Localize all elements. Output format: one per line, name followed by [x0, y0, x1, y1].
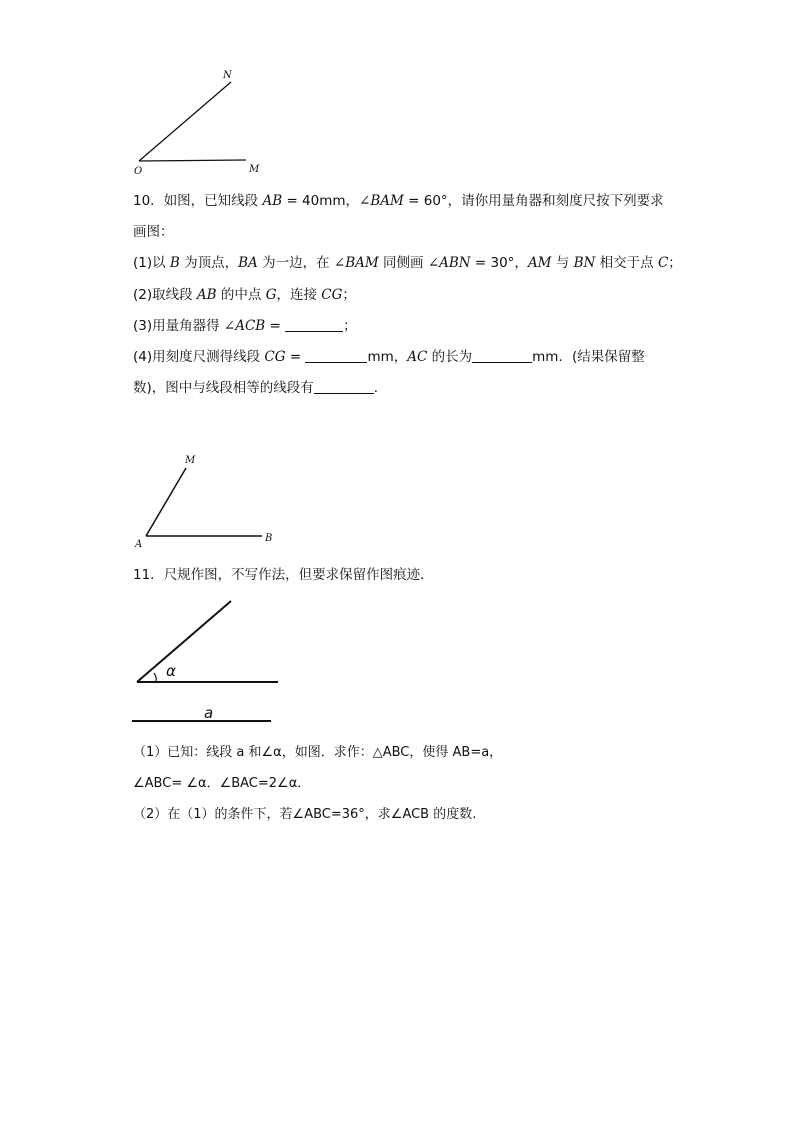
- answer-blank-ac[interactable]: [472, 348, 532, 363]
- ray-on: [139, 82, 231, 161]
- label-n: N: [223, 70, 232, 81]
- q10-step3: [133, 316, 357, 336]
- math-cg: CG: [321, 287, 343, 303]
- math-angle-bam: ∠BAM: [359, 193, 404, 209]
- step-text: (4)用刻度尺测得线段: [133, 349, 265, 365]
- q10-text: = 40mm，: [282, 193, 360, 209]
- step-text: 的中点: [216, 287, 266, 303]
- q11-part1-line2: ∠ABC= ∠α．∠BAC=2∠α．: [133, 776, 311, 791]
- figure-angle-alpha-segment-a: [128, 595, 288, 730]
- label-a: A: [135, 539, 143, 550]
- q10-step4-cont: [133, 378, 387, 398]
- label-o: O: [134, 166, 143, 177]
- step-text: ；: [343, 318, 357, 334]
- q11-line1: [133, 565, 434, 585]
- math-am: AM: [527, 255, 552, 271]
- step-text: 同侧画: [378, 255, 428, 271]
- math-c: C: [657, 255, 669, 271]
- answer-blank-cg[interactable]: [305, 348, 367, 363]
- figure-angle-mon: [125, 65, 265, 180]
- math-ac: AC: [407, 349, 428, 365]
- step-text: 为一边，在: [257, 255, 334, 271]
- step-text: ；: [342, 287, 356, 303]
- step-text: (2)取线段: [133, 287, 197, 303]
- step-text: =: [285, 349, 306, 365]
- math-ab: AB: [196, 287, 217, 303]
- step-text: mm．(结果保留整: [532, 349, 645, 365]
- q10-step4: [133, 347, 645, 367]
- label-m: M: [249, 164, 260, 175]
- label-b: B: [265, 533, 273, 544]
- q10-step2: [133, 285, 356, 305]
- step-text: 的长为: [427, 349, 473, 365]
- q11-part1-line1: （1）已知：线段 a 和∠α，如图．求作：△ABC，使得 AB=a，: [133, 745, 503, 760]
- math-angle-bam: ∠BAM: [333, 255, 379, 271]
- q10-number: 10．: [133, 193, 164, 209]
- figure-angle-mab: [128, 450, 278, 550]
- step-text: 相交于点: [595, 255, 658, 271]
- step-text: 为顶点，: [179, 255, 239, 271]
- q10-line1: [133, 191, 664, 211]
- math-g: G: [265, 287, 277, 303]
- math-angle-acb: ∠ACB: [223, 318, 266, 334]
- label-segment-a: a: [204, 704, 214, 722]
- step-text: 与: [551, 255, 574, 271]
- q10-step1: [133, 253, 682, 273]
- math-bn: BN: [573, 255, 596, 271]
- ray-am: [146, 468, 186, 536]
- q11-number: 11．: [133, 567, 164, 583]
- step-text: ，连接: [276, 287, 322, 303]
- angle-alpha-arc: [154, 673, 156, 682]
- step-text: ．: [373, 380, 388, 396]
- q11-part2: （2）在（1）的条件下，若∠ABC=36°，求∠ACB 的度数.: [133, 807, 477, 822]
- angle-alpha-arm-inclined: [137, 601, 231, 682]
- answer-blank-angle-acb[interactable]: [285, 317, 343, 332]
- step-text: (3)用量角器得: [133, 318, 224, 334]
- q11-text: 尺规作图，不写作法，但要求保留作图痕迹．: [163, 567, 434, 583]
- math-cg: CG: [264, 349, 286, 365]
- step-text: ；: [668, 255, 682, 271]
- math-b: B: [169, 255, 180, 271]
- math-ab: AB: [262, 193, 283, 209]
- q10-line2: 画图：: [133, 224, 174, 240]
- answer-blank-equal-segments[interactable]: [314, 379, 374, 394]
- ray-om: [139, 160, 246, 161]
- step-text: mm，: [367, 349, 408, 365]
- step-text: 数)，图中与线段相等的线段有: [133, 380, 314, 396]
- q10-text: = 60°，请你用量角器和刻度尺按下列要求: [403, 193, 664, 209]
- math-ba: BA: [238, 255, 258, 271]
- step-text: = 30°，: [470, 255, 528, 271]
- q10-text: 如图，已知线段: [163, 193, 263, 209]
- label-alpha: α: [166, 662, 176, 680]
- label-m: M: [185, 455, 196, 466]
- step-text: (1)以: [133, 255, 170, 271]
- step-text: =: [265, 318, 286, 334]
- math-angle-abn: ∠ABN: [427, 255, 471, 271]
